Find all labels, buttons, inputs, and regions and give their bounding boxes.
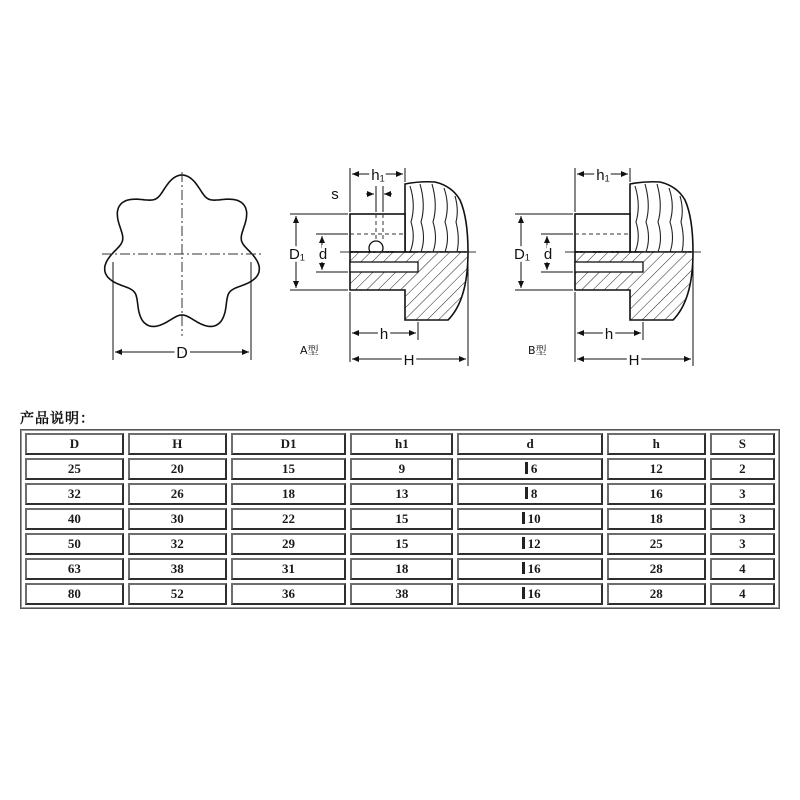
dim-label-D1-b: D₁ <box>514 246 530 263</box>
cell-S: 2 <box>710 458 775 480</box>
thread-m-icon <box>523 487 530 499</box>
col-header-h: h <box>607 433 706 455</box>
thread-m-icon <box>520 587 527 599</box>
dim-label-H-a: H <box>403 352 415 369</box>
dim-label-D: D <box>176 345 188 362</box>
cell-D: 80 <box>25 583 124 605</box>
thread-size: 8 <box>530 486 538 501</box>
cell-h1: 13 <box>350 483 453 505</box>
front-view <box>102 172 262 362</box>
thread-m-icon <box>520 562 527 574</box>
table-header-row <box>25 433 775 455</box>
cell-d <box>457 533 602 555</box>
cell-h: 18 <box>607 508 706 530</box>
cell-d <box>457 558 602 580</box>
cell-D1: 31 <box>231 558 347 580</box>
table-row <box>25 458 775 480</box>
cell-d <box>457 483 602 505</box>
cell-S: 3 <box>710 533 775 555</box>
thread-m-icon <box>523 462 530 474</box>
table-row <box>25 558 775 580</box>
thread-size: 16 <box>527 561 541 576</box>
dim-label-h1-a: h₁ <box>371 167 385 184</box>
cell-h: 28 <box>607 558 706 580</box>
dim-label-d-a: d <box>318 246 328 263</box>
dim-label-H-b: H <box>628 352 640 369</box>
cell-H: 26 <box>128 483 227 505</box>
cell-h1: 15 <box>350 508 453 530</box>
cell-H: 38 <box>128 558 227 580</box>
cell-D1: 18 <box>231 483 347 505</box>
cell-h1: 9 <box>350 458 453 480</box>
cell-d <box>457 458 602 480</box>
cell-S: 4 <box>710 558 775 580</box>
cell-h1: 38 <box>350 583 453 605</box>
cell-D: 50 <box>25 533 124 555</box>
thread-size: 12 <box>527 536 541 551</box>
dim-label-h-a: h <box>379 326 389 343</box>
section-title: 产品说明： <box>20 411 95 427</box>
cell-S: 3 <box>710 508 775 530</box>
type-a-bore <box>350 262 418 272</box>
cell-h1: 15 <box>350 533 453 555</box>
type-b-label: B型 <box>528 344 547 357</box>
thread-size: 16 <box>527 586 541 601</box>
type-b-view <box>514 167 703 369</box>
type-a-label: A型 <box>300 344 319 357</box>
cell-h: 12 <box>607 458 706 480</box>
cell-S: 4 <box>710 583 775 605</box>
type-b-bore <box>575 262 643 272</box>
col-header-D: D <box>25 433 124 455</box>
thread-size: 6 <box>530 461 538 476</box>
cell-d <box>457 583 602 605</box>
cell-h1: 18 <box>350 558 453 580</box>
cell-h: 28 <box>607 583 706 605</box>
table-row <box>25 533 775 555</box>
cell-D: 25 <box>25 458 124 480</box>
dim-label-d-b: d <box>543 246 553 263</box>
type-a-view <box>289 167 478 369</box>
cell-d <box>457 508 602 530</box>
table-row <box>25 583 775 605</box>
cell-D1: 36 <box>231 583 347 605</box>
cell-D1: 29 <box>231 533 347 555</box>
cell-H: 52 <box>128 583 227 605</box>
spec-table <box>20 429 780 609</box>
table-row <box>25 483 775 505</box>
dim-label-h1-b: h₁ <box>596 167 610 184</box>
cell-h: 25 <box>607 533 706 555</box>
cell-H: 30 <box>128 508 227 530</box>
col-header-d: d <box>457 433 602 455</box>
col-header-H: H <box>128 433 227 455</box>
cell-D: 32 <box>25 483 124 505</box>
table-row <box>25 508 775 530</box>
cell-H: 32 <box>128 533 227 555</box>
dim-label-D1-a: D₁ <box>289 246 305 263</box>
dim-label-h-b: h <box>604 326 614 343</box>
col-header-D1: D1 <box>231 433 347 455</box>
cell-S: 3 <box>710 483 775 505</box>
cell-D: 40 <box>25 508 124 530</box>
cell-D1: 15 <box>231 458 347 480</box>
cell-D1: 22 <box>231 508 347 530</box>
dim-label-s: s <box>331 186 339 203</box>
thread-size: 10 <box>527 511 541 526</box>
col-header-h1: h1 <box>350 433 453 455</box>
type-b-hub <box>575 214 630 252</box>
thread-m-icon <box>520 512 527 524</box>
cell-h: 16 <box>607 483 706 505</box>
thread-m-icon <box>520 537 527 549</box>
col-header-S: S <box>710 433 775 455</box>
cell-H: 20 <box>128 458 227 480</box>
cell-D: 63 <box>25 558 124 580</box>
